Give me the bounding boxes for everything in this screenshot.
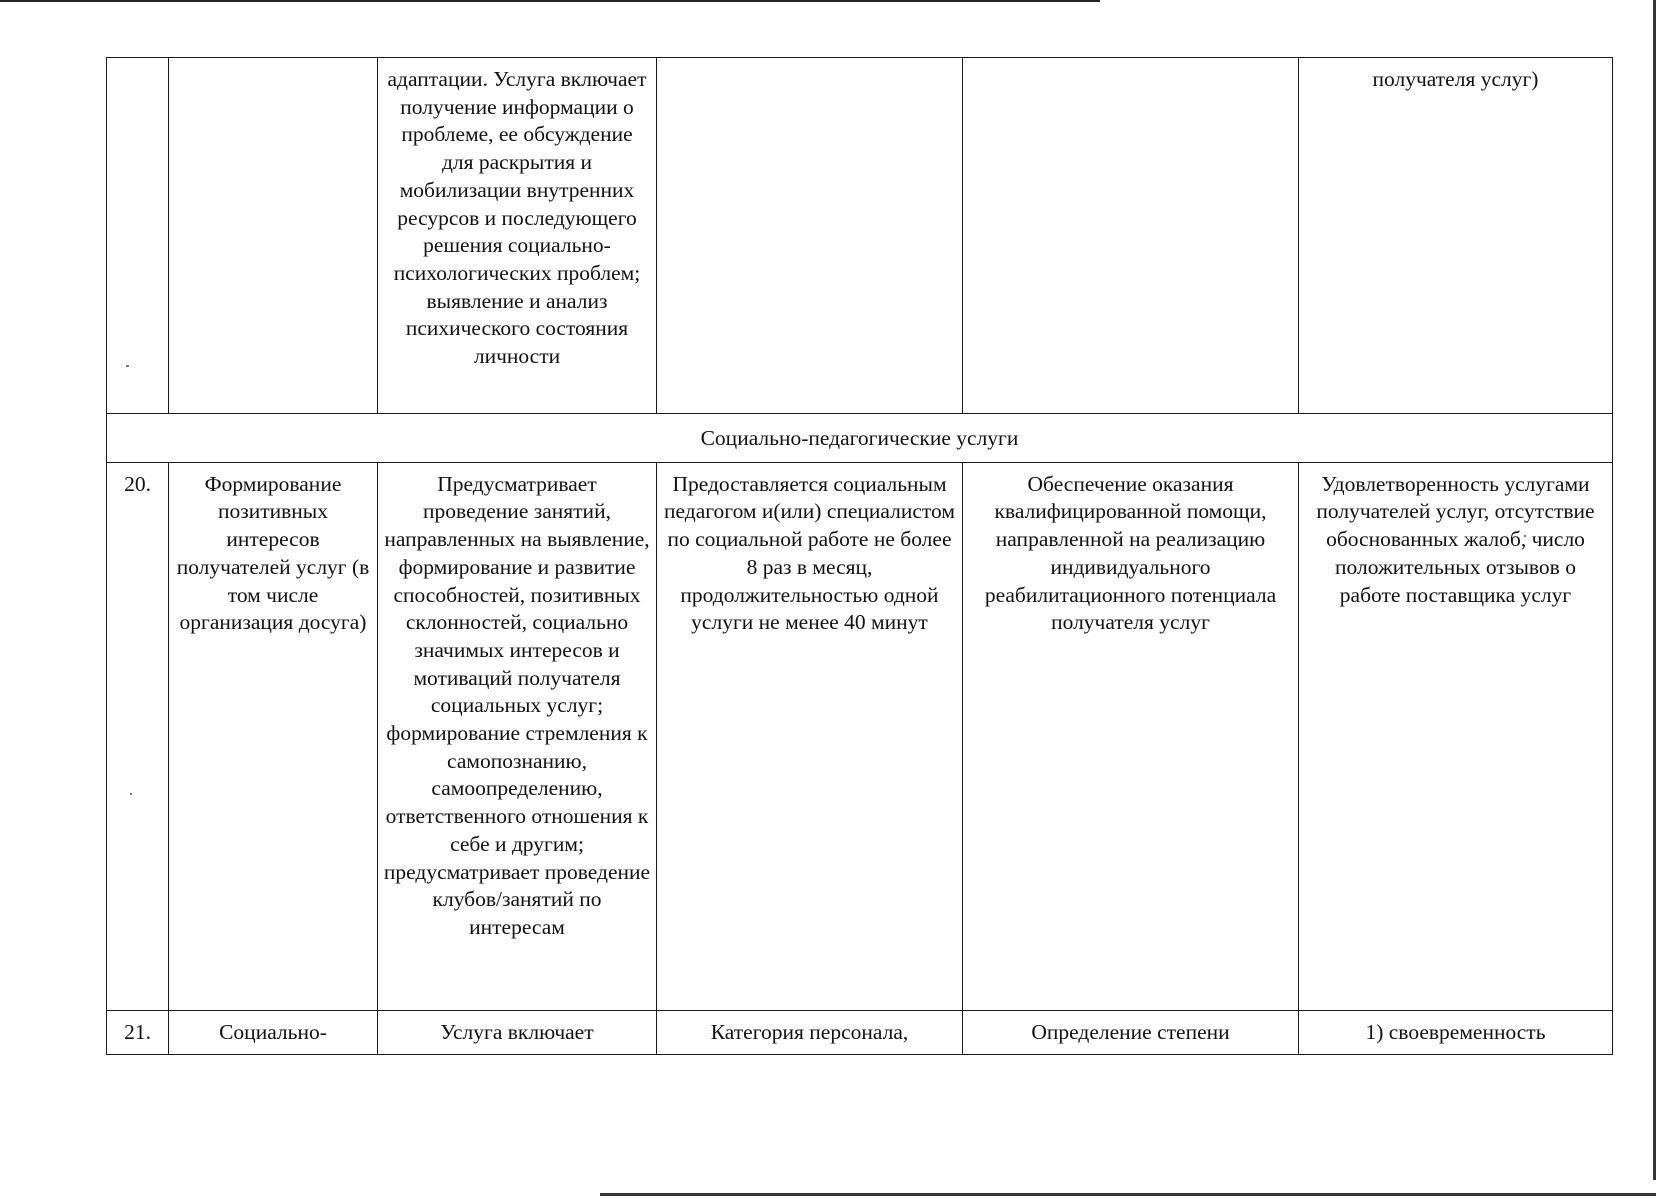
table-row <box>107 1010 1613 1055</box>
table-row <box>107 58 1613 414</box>
row-number-cell: 21. <box>107 1010 169 1055</box>
service-terms-cell: Категория персонала, <box>657 1010 963 1055</box>
scan-edge-top <box>0 0 1100 2</box>
section-heading-row <box>107 414 1613 463</box>
row-number-cell <box>107 58 169 414</box>
scan-edge-bottom <box>600 1193 1656 1196</box>
service-description-cell: Предусматривает проведение занятий, направленных на выявление, формирование и развитие способностей, позитивных склонностей, социально значимых интересов и мотиваций получателя социальных услуг; формирование стремления к самопознанию, самоопределению, ответственного отношения к себе и другим; предусматривает проведение клубов/занятий по интересам <box>378 462 657 1010</box>
table-row <box>107 462 1613 1010</box>
services-table <box>106 57 1613 1055</box>
service-name-cell: Социально- <box>169 1010 378 1055</box>
service-name-cell <box>169 58 378 414</box>
evaluation-conditions-cell: получателя услуг) <box>1299 58 1613 414</box>
quality-indicators-cell: Определение степени <box>963 1010 1299 1055</box>
service-terms-cell: Предоставляется социальным педагогом и(или) специалистом по социальной работе не более 8 раз в месяц, продолжительностью одной услуги не менее 40 минут <box>657 462 963 1010</box>
service-description-cell: адаптации. Услуга включает получение информации о проблеме, ее обсуждение для раскрытия и мобилизации внутренних ресурсов и последующего решения социально-психологических проблем; выявление и анализ психического состояния личности <box>378 58 657 414</box>
row-number-cell: 20. <box>107 462 169 1010</box>
quality-indicators-cell: Обеспечение оказания квалифицированной помощи, направленной на реализацию индивидуального реабилитационного потенциала получателя услуг <box>963 462 1299 1010</box>
service-terms-cell <box>657 58 963 414</box>
service-description-cell: Услуга включает <box>378 1010 657 1055</box>
quality-indicators-cell <box>963 58 1299 414</box>
evaluation-conditions-cell: 1) своевременность <box>1299 1010 1613 1055</box>
section-heading: Социально-педагогические услуги <box>107 414 1613 463</box>
evaluation-conditions-cell: Удовлетворенность услугами получателей услуг, отсутствие обоснованных жалоб, число положительных отзывов о работе поставщика услуг <box>1299 462 1613 1010</box>
service-name-cell: Формирование позитивных интересов получателей услуг (в том числе организация досуга) <box>169 462 378 1010</box>
